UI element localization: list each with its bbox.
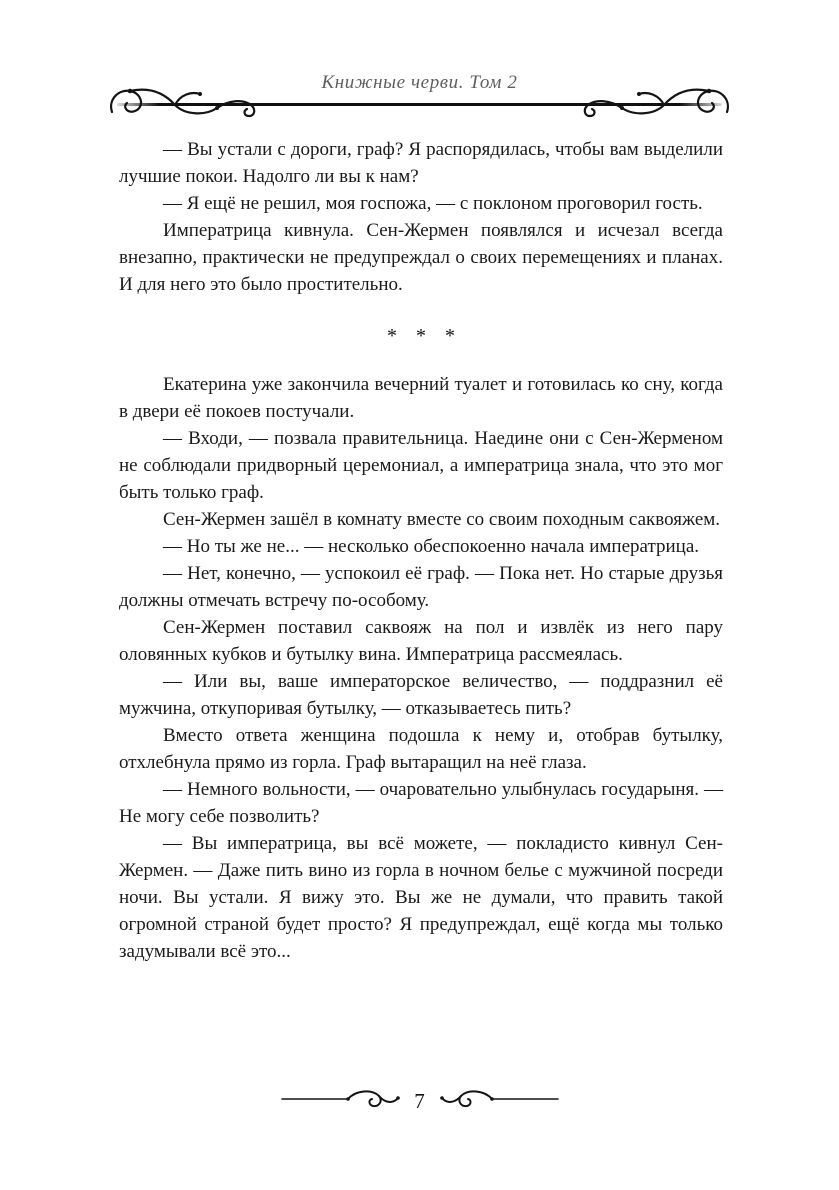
paragraph: Сен-Жермен поставил саквояж на пол и извлёк из него пару оловянных кубков и бутылку вина. Императрица рассмеялась. [119, 617, 723, 665]
footer-flourish-left-icon [280, 1086, 400, 1117]
paragraph: Императрица кивнула. Сен-Жермен появлялся и исчезал всегда внезапно, практически не предупреждал о своих перемещениях и планах. И для него это было простительно. [119, 220, 723, 295]
paragraph: — Нет, конечно, — успокоил её граф. — Пока нет. Но старые друзья должны отмечать встречу по-особому. [119, 563, 723, 611]
footer-flourish-right-icon [440, 1086, 560, 1117]
paragraph: — Немного вольности, — очаровательно улыбнулась государыня. — Не могу себе позволить? [119, 779, 723, 827]
header-flourish-left-icon [109, 82, 259, 131]
header-flourish-right-icon [580, 82, 730, 131]
section-divider: * * * [387, 325, 462, 347]
paragraph: — Вы устали с дороги, граф? Я распорядилась, чтобы вам выделили лучшие покои. Надолго ли вы к нам? [119, 139, 723, 187]
page-footer [0, 1086, 839, 1117]
paragraph: — Входи, — позвала правительница. Наедине они с Сен-Жерменом не соблюдали придворный церемониал, а императрица знала, что это мог быть только граф. [119, 428, 723, 503]
paragraph: — Вы императрица, вы всё можете, — покладисто кивнул Сен-Жермен. — Даже пить вино из горла в ночном белье с мужчиной посреди ночи. Вы устали. Я вижу это. Вы же не думали, что править такой огромной страной будет просто? Я предупреждал, ещё когда мы только задумывали всё это... [119, 833, 723, 962]
page-number: 7 [414, 1089, 425, 1113]
page-header [117, 72, 722, 106]
paragraph: — Я ещё не решил, моя госпожа, — с поклоном проговорил гость. [163, 193, 703, 214]
paragraph: Сен-Жермен зашёл в комнату вместе со своим походным саквояжем. [163, 509, 721, 530]
book-title: Книжные черви. Том 2 [321, 72, 518, 93]
paragraph: Вместо ответа женщина подошла к нему и, отобрав бутылку, отхлебнула прямо из горла. Граф вытаращил на неё глаза. [119, 725, 723, 773]
paragraph: — Или вы, ваше императорское величество, — поддразнил её мужчина, откупоривая бутылку, — отказываетесь пить? [119, 671, 723, 719]
paragraph: Екатерина уже закончила вечерний туалет и готовилась ко сну, когда в двери её покоев постучали. [119, 374, 723, 422]
paragraph: — Но ты же не... — несколько обеспокоенно начала императрица. [163, 536, 700, 557]
page-body [119, 136, 723, 965]
